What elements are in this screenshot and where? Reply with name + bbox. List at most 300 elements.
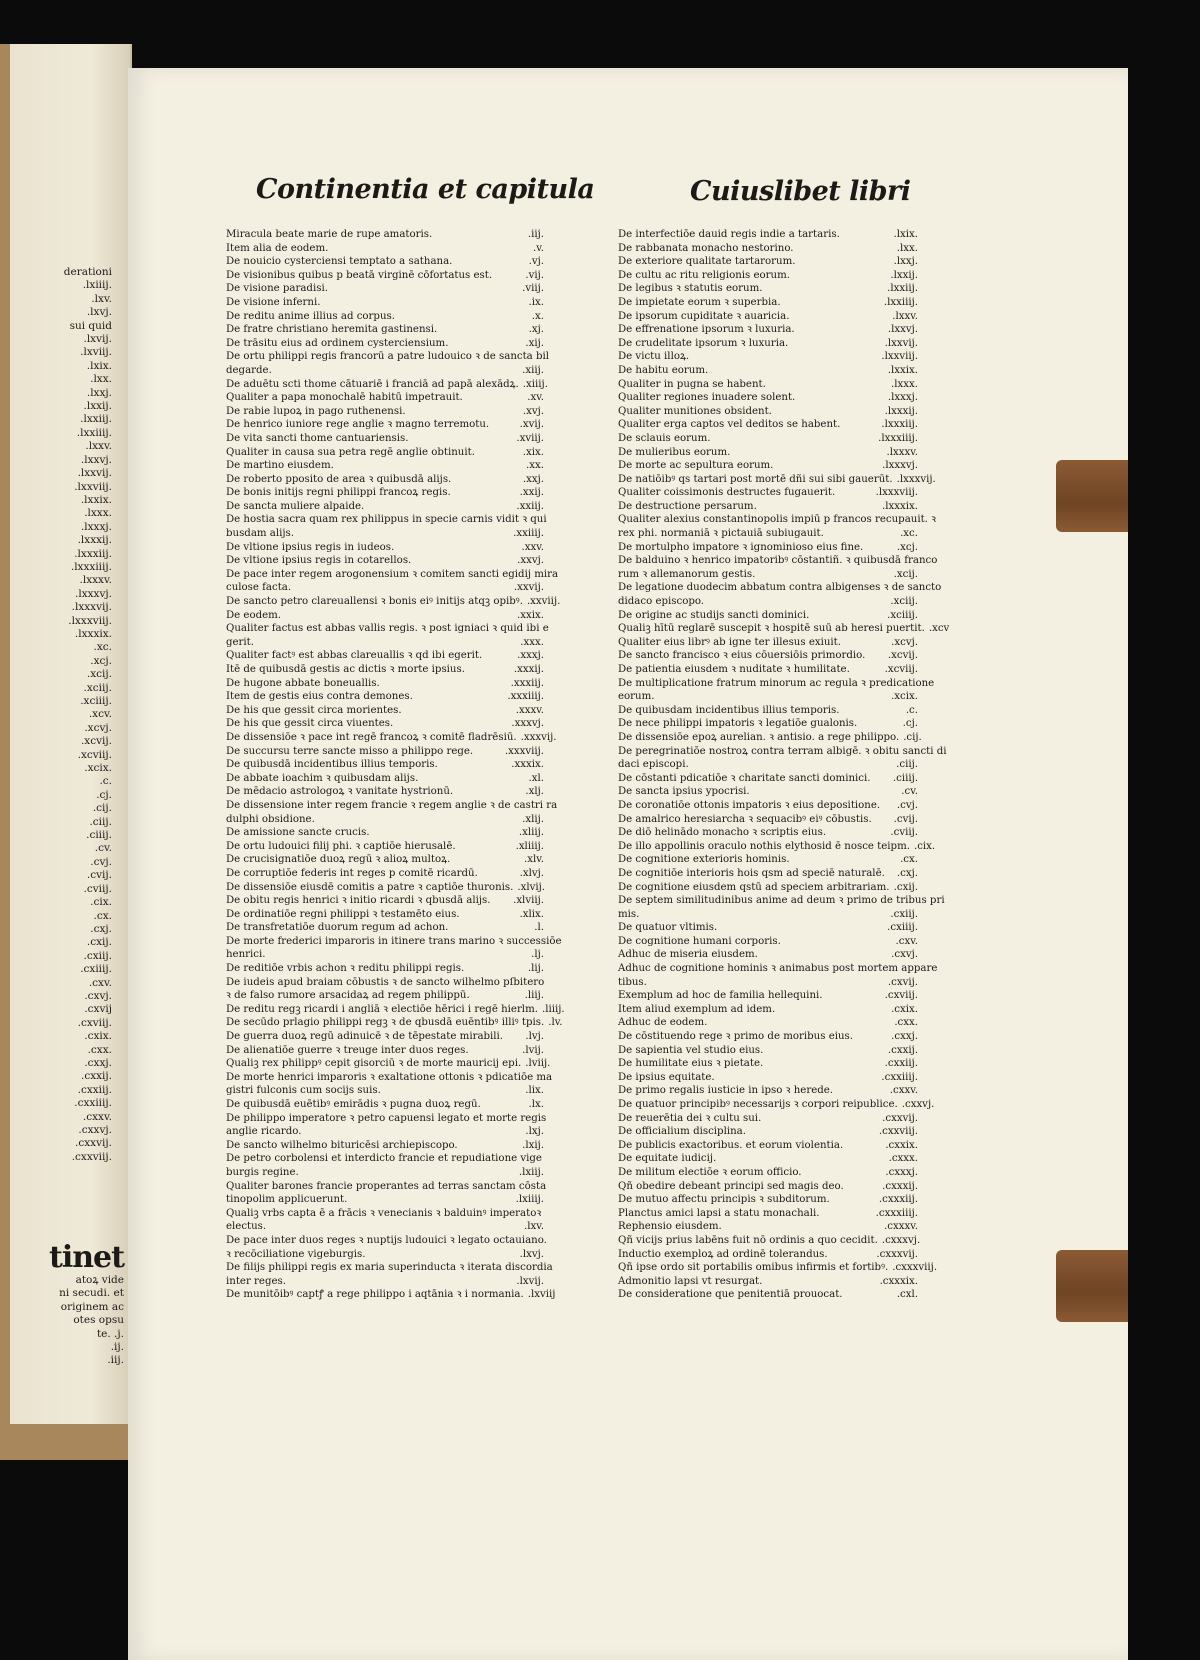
chapter-title: De mulieribus eorum.	[618, 446, 731, 458]
chapter-folio: .xciiij.	[887, 609, 918, 621]
chapter-entry	[618, 269, 918, 283]
chapter-title: De dissensione inter regem francie ꝛ regem anglie ꝛ de castri ra	[226, 799, 558, 811]
left-page-line: .lxxx.	[84, 507, 112, 520]
chapter-entry	[618, 459, 918, 473]
chapter-entry	[226, 853, 544, 867]
chapter-folio: .lix.	[525, 1085, 544, 1097]
chapter-entry	[226, 513, 547, 527]
chapter-title: De morte henrici imparoris ꝛ exaltatione ottonis ꝛ pdicatiōe ma	[226, 1071, 553, 1083]
chapter-folio: .iij.	[527, 229, 544, 240]
chapter-folio: .cxj.	[896, 867, 918, 879]
left-page-line: .lxxvij.	[77, 467, 112, 480]
chapter-folio: .xxiij.	[516, 500, 544, 512]
chapter-entry	[226, 323, 544, 337]
chapter-title: Planctus amici lapsi a statu monachali.	[618, 1207, 820, 1219]
chapter-title: De secūdo prlagio philippi regꝫ ꝛ de qbusdā euēntibꝰ illiꝰ tpis.	[226, 1017, 545, 1029]
chapter-entry	[226, 826, 544, 840]
chapter-folio	[542, 1152, 546, 1166]
left-page-line: .cxxviij.	[71, 1150, 112, 1163]
chapter-title: De roberto pposito de area ꝛ quibusdā alijs.	[226, 473, 452, 485]
chapter-entry	[618, 568, 918, 582]
left-page-line: sui quid	[69, 319, 112, 332]
chapter-folio: .xcj.	[896, 541, 918, 553]
chapter-entry	[618, 758, 918, 772]
chapter-title: De amalrico heresiarcha ꝛ sequacibꝰ eiꝰ cōbustis.	[618, 813, 872, 825]
chapter-folio: .lxxiiij.	[883, 296, 918, 308]
chapter-folio: .xij.	[525, 337, 544, 349]
chapter-title: Adhuc de miseria eiusdem.	[618, 949, 758, 961]
chapter-entry	[226, 1125, 544, 1139]
left-page-line: .xcvij.	[80, 735, 112, 748]
chapter-title: De iudeis apud braiam cōbustis ꝛ de sancto wilhelmo pſbitero	[226, 976, 545, 988]
chapter-folio: .lxxj.	[893, 256, 918, 268]
chapter-folio: .c.	[905, 704, 918, 716]
chapter-title: De quibusdā incidentibus illius temporis.	[226, 759, 438, 771]
chapter-title: rum ꝛ allemanorum gestis.	[618, 568, 756, 580]
chapter-folio: .lxxv.	[892, 310, 918, 322]
left-page-line: .cxxv.	[82, 1110, 112, 1123]
left-page-line: .cxvj.	[84, 989, 112, 1002]
chapter-title: De fratre christiano heremita gastinensi.	[226, 324, 438, 336]
chapter-folio: .cxxix.	[885, 1139, 918, 1151]
chapter-folio	[558, 568, 562, 582]
chapter-title: gerit.	[226, 636, 255, 648]
chapter-title: De henrico iuniore rege anglie ꝛ magno terremotu.	[226, 419, 490, 431]
chapter-folio: .xcviij.	[884, 664, 918, 675]
chapter-entry	[618, 976, 918, 990]
chapter-entry	[226, 1016, 563, 1030]
chapter-folio: .cij.	[903, 731, 922, 743]
book-cover-bottom	[0, 1424, 130, 1460]
chapter-entry	[618, 636, 918, 650]
chapter-title: ꝛ de falso rumore arsacidaꝝ ad regem philippū.	[226, 990, 470, 1002]
chapter-entry	[226, 962, 544, 976]
chapter-entry	[618, 541, 918, 555]
chapter-entry	[226, 609, 544, 623]
chapter-folio: .cxxviij.	[878, 1126, 918, 1138]
chapter-folio: .xxvij.	[513, 582, 544, 594]
left-page-line: .cxvij	[84, 1003, 112, 1016]
chapter-title: Qualiter erga captos vel deditos se habent.	[618, 419, 841, 431]
chapter-title: De cōstituendo rege ꝛ primo de moribus eius.	[618, 1031, 854, 1043]
chapter-folio: .lxvij.	[516, 1275, 544, 1287]
left-page-line: .lxxxiij.	[74, 547, 112, 560]
chapter-entry	[226, 486, 544, 500]
chapter-folio: .xxxvij.	[520, 731, 557, 743]
chapter-title: De sancta ipsius ypocrisi.	[618, 786, 750, 798]
chapter-title: De cognitione eiusdem qstū ad speciem arbitrariam.	[618, 881, 890, 893]
chapter-folio: .lxxxviij.	[875, 487, 918, 499]
left-page-line: .lxvij.	[83, 333, 112, 346]
chapter-title: De vltione ipsius regis in cotarellos.	[226, 555, 412, 567]
chapter-folio: .xlviij.	[513, 895, 544, 907]
page-title-left: Continentia et capitula	[256, 174, 595, 205]
left-page-line: .cxxiij.	[77, 1083, 112, 1096]
chapter-folio: .xc.	[900, 528, 918, 540]
facing-page-left	[0, 44, 132, 1424]
chapter-title: De nouicio cysterciensi temptato a sathana.	[226, 256, 453, 268]
chapter-title: De reuerētia dei ꝛ cultu sui.	[618, 1112, 762, 1124]
chapter-entry	[618, 323, 918, 337]
chapter-folio: .lxij.	[522, 1139, 544, 1151]
chapter-entry	[618, 486, 918, 500]
chapter-folio: .cxxxj.	[885, 1166, 918, 1178]
chapter-entry	[618, 446, 918, 460]
chapter-folio	[937, 962, 941, 976]
left-page-line: .cxv.	[88, 976, 112, 989]
chapter-title: De cultu ac ritu religionis eorum.	[618, 269, 790, 281]
chapter-entry	[226, 595, 561, 609]
chapter-title: Inductio exemploꝝ ad ordinē tolerandus.	[618, 1248, 828, 1260]
chapter-title: De cognitione humani corporis.	[618, 935, 781, 947]
chapter-entry	[226, 1152, 544, 1166]
chapter-entry	[618, 649, 918, 663]
left-page-line: .lxxiij.	[80, 413, 112, 426]
chapter-title: De effrenatione ipsorum ꝛ luxuria.	[618, 324, 795, 336]
chapter-entry	[618, 921, 918, 935]
chapter-title: Miracula beate marie de rupe amatoris.	[226, 229, 433, 240]
chapter-title: De guerra duoꝝ regū adinuicē ꝛ de tēpestate mirabili.	[226, 1031, 504, 1043]
chapter-title: De legatione duodecim abbatum contra albigenses ꝛ de sancto	[618, 582, 942, 594]
left-page-line: .lxxj.	[86, 386, 112, 399]
chapter-entry	[226, 1057, 551, 1071]
chapter-folio: .cj.	[902, 718, 918, 730]
chapter-title: De militum electiōe ꝛ eorum officio.	[618, 1166, 802, 1178]
chapter-entry	[226, 418, 544, 432]
chapter-entry	[618, 432, 918, 446]
chapter-folio: .vj.	[528, 256, 544, 268]
chapter-title: Adhuc de eodem.	[618, 1017, 708, 1029]
chapter-list-right-column	[618, 228, 950, 1302]
chapter-folio: .xl.	[528, 772, 544, 784]
chapter-entry	[618, 704, 918, 718]
chapter-entry	[226, 677, 544, 691]
chapter-folio: .lxj.	[525, 1126, 544, 1138]
chapter-title: De destructione persarum.	[618, 500, 757, 512]
chapter-folio: .lxxij.	[890, 269, 918, 281]
chapter-title: De vita sancti thome cantuariensis.	[226, 432, 409, 444]
chapter-entry	[618, 881, 918, 895]
chapter-title: De abbate ioachim ꝛ quibusdam alijs.	[226, 772, 419, 784]
chapter-folio: .lv.	[548, 1017, 563, 1029]
left-page-line: derationi	[63, 266, 112, 278]
chapter-title: De dissensiōe eiusdē comitis a patre ꝛ captiōe thuronis.	[226, 881, 514, 893]
chapter-title: De quatuor principibꝰ necessarijs ꝛ corpori reipublice.	[618, 1099, 898, 1110]
chapter-title: De habitu eorum.	[618, 364, 709, 376]
left-page-line: originem ac	[60, 1300, 124, 1313]
left-page-line: .xcv.	[88, 708, 112, 721]
left-page-line: te. .j.	[96, 1327, 124, 1340]
chapter-entry	[226, 1112, 547, 1126]
chapter-entry	[226, 1180, 547, 1194]
chapter-entry	[226, 228, 544, 242]
chapter-title: De pace inter regem arogonensium ꝛ comitem sancti egidij mira	[226, 568, 559, 580]
chapter-entry	[618, 282, 918, 296]
chapter-title: De his que gessit circa viuentes.	[226, 718, 394, 730]
chapter-entry	[226, 310, 544, 324]
left-page-line: .xcviij.	[77, 748, 112, 761]
chapter-entry	[226, 840, 544, 854]
chapter-folio: .x.	[531, 310, 544, 322]
chapter-entry	[618, 853, 918, 867]
chapter-folio: .xxx.	[520, 636, 544, 648]
chapter-entry	[618, 255, 918, 269]
chapter-entry	[226, 622, 549, 636]
chapter-title: De origine ac studijs sancti dominici.	[618, 609, 810, 621]
chapter-folio: .lxvj.	[519, 1248, 544, 1260]
chapter-folio: .lxxix.	[887, 364, 918, 376]
chapter-folio: .cxxij.	[887, 1044, 918, 1056]
chapter-folio: .xxxv.	[515, 704, 544, 716]
chapter-folio	[549, 622, 553, 636]
chapter-entry	[618, 1098, 935, 1112]
chapter-folio: .cvij.	[893, 813, 918, 825]
page-title-right: Cuiuslibet libri	[690, 176, 911, 207]
chapter-title: Admonitio lapsi vt resurgat.	[618, 1275, 763, 1287]
chapter-entry	[618, 717, 918, 731]
chapter-folio: .cxv.	[895, 935, 918, 947]
chapter-entry	[226, 296, 544, 310]
chapter-title: De interfectiōe dauid regis indie a tartaris.	[618, 229, 840, 240]
chapter-folio: .cxviij.	[884, 990, 918, 1002]
chapter-folio: .lij.	[527, 963, 544, 975]
chapter-title: tinopolim applicuerunt.	[226, 1194, 348, 1206]
chapter-entry	[226, 717, 544, 731]
chapter-title: De morte frederici imparoris in itinere trans marino ꝛ successiōe	[226, 935, 562, 947]
chapter-title: De vltione ipsius regis in iudeos.	[226, 541, 395, 553]
chapter-entry	[618, 513, 936, 527]
chapter-entry	[618, 1044, 918, 1058]
chapter-folio: .xlij.	[522, 813, 544, 825]
chapter-folio: .xlj.	[525, 786, 544, 798]
chapter-folio: .cxxxvj.	[881, 1234, 921, 1246]
chapter-entry	[618, 1112, 918, 1126]
left-page-line: .cj.	[96, 788, 112, 801]
chapter-title: De hugone abbate boneuallis.	[226, 677, 380, 689]
left-page-line: .c.	[99, 775, 112, 788]
chapter-entry	[618, 364, 918, 378]
chapter-title: Qualiꝫ hītū reglarē suscepit ꝛ hospitē suū ab heresi puertit.	[618, 623, 925, 635]
chapter-title: daci episcopi.	[618, 759, 689, 771]
chapter-folio: .xliiij.	[515, 840, 544, 852]
chapter-title: De pace inter duos reges ꝛ nuptijs ludouici ꝛ legato octauiano.	[226, 1234, 547, 1246]
chapter-title: Qñ ipse ordo sit portabilis omibus infirmis et fortibꝰ.	[618, 1262, 889, 1274]
chapter-folio: .xxix.	[517, 609, 544, 621]
chapter-entry	[226, 1234, 547, 1248]
chapter-entry	[226, 785, 544, 799]
chapter-title: Qualiter coissimonis destructes fugauerit.	[618, 487, 836, 499]
chapter-entry	[618, 785, 918, 799]
left-page-line: .xcj.	[90, 654, 112, 667]
chapter-title: eorum.	[618, 691, 655, 703]
chapter-title: De ordinatiōe regni philippi ꝛ testamēto eius.	[226, 908, 460, 920]
chapter-folio: .cxvij.	[887, 976, 918, 988]
chapter-folio: .cxxxiij.	[878, 1194, 918, 1206]
chapter-folio: .cxxxix.	[879, 1275, 918, 1287]
chapter-folio: .lviij.	[525, 1058, 551, 1070]
chapter-entry	[226, 581, 544, 595]
left-page-line: .lxxxviij.	[68, 614, 112, 627]
chapter-folio: .cxiiij.	[887, 922, 918, 934]
chapter-title: Item aliud exemplum ad idem.	[618, 1003, 776, 1015]
left-page-line: .lxvj.	[86, 306, 112, 319]
chapter-title: De humilitate eius ꝛ pietate.	[618, 1058, 764, 1070]
chapter-entry	[618, 663, 918, 677]
chapter-entry	[226, 1098, 544, 1112]
left-page-line: .ij.	[110, 1341, 124, 1354]
left-page-heading: tinet	[48, 1240, 124, 1275]
chapter-folio	[934, 677, 938, 691]
chapter-title: De ortu philippi regis francorū a patre ludouico ꝛ de sancta bil	[226, 351, 550, 363]
left-page-line: .cxxvij.	[75, 1137, 112, 1150]
left-page-line: ni secudi. et	[59, 1287, 124, 1300]
chapter-title: De sclauis eorum.	[618, 432, 711, 444]
chapter-folio: .cxij.	[893, 881, 918, 893]
chapter-title: De alienatiōe guerre ꝛ treuge inter duos reges.	[226, 1044, 469, 1056]
chapter-folio	[947, 745, 951, 759]
chapter-entry	[226, 772, 544, 786]
left-page-line: .lxxxvij.	[71, 601, 112, 614]
chapter-entry	[226, 364, 544, 378]
chapter-folio: .cxxiiij.	[881, 1071, 918, 1083]
chapter-entry	[226, 663, 544, 677]
chapter-folio: .xxv.	[521, 541, 544, 553]
chapter-entry	[618, 378, 918, 392]
chapter-folio: .xxxj.	[517, 650, 544, 662]
left-page-line: .xciij.	[83, 681, 112, 694]
chapter-title: De quibusdā euētibꝰ emirādis ꝛ pugna duoꝝ regū.	[226, 1099, 481, 1110]
chapter-title: didaco episcopo.	[618, 596, 705, 608]
chapter-title: Exemplum ad hoc de familia hellequini.	[618, 990, 823, 1002]
chapter-title: De reditiōe vrbis achon ꝛ reditu philippi regis.	[226, 963, 465, 975]
chapter-title: rex phi. normaniā ꝛ pictauiā subiugauit.	[618, 528, 824, 540]
chapter-folio: .lxxxvj.	[882, 460, 918, 472]
chapter-folio: .ciiij.	[892, 772, 918, 784]
chapter-folio: .lxxxvij.	[896, 473, 936, 485]
chapter-folio: .liiij.	[541, 1003, 565, 1015]
chapter-title: De succursu terre sancte misso a philippo rege.	[226, 745, 474, 757]
chapter-folio: .xv.	[527, 392, 544, 404]
left-page-line: .cxx.	[87, 1043, 112, 1056]
chapter-folio: .xcij.	[893, 568, 918, 580]
chapter-entry	[618, 799, 918, 813]
chapter-entry	[618, 554, 938, 568]
chapter-title: Item alia de eodem.	[226, 242, 329, 254]
chapter-entry	[226, 948, 544, 962]
chapter-folio: .lxxxv.	[886, 446, 918, 458]
chapter-title: De peregrinatiōe nostroꝝ contra terram albigē. ꝛ obitu sancti di	[618, 745, 947, 757]
chapter-title: De impietate eorum ꝛ superbia.	[618, 296, 781, 308]
chapter-title: De patientia eiusdem ꝛ nuditate ꝛ humilitate.	[618, 664, 850, 675]
chapter-title: De sancta muliere alpaide.	[226, 500, 365, 512]
chapter-entry	[618, 609, 918, 623]
chapter-folio	[546, 1112, 550, 1126]
left-page-line: .lxxxix.	[74, 627, 112, 640]
chapter-folio: .xxxij.	[513, 664, 544, 675]
chapter-title: De rabie lupoꝝ in pago ruthenensi.	[226, 405, 406, 417]
left-page-line: .cv.	[94, 842, 112, 855]
left-page-tail-text	[24, 1274, 124, 1368]
chapter-title: De mutuo affectu principis ꝛ subditorum.	[618, 1194, 830, 1206]
chapter-entry	[618, 418, 918, 432]
chapter-entry	[618, 1166, 918, 1180]
chapter-folio: .liij.	[524, 990, 544, 1002]
chapter-title: De reditu regꝫ ricardi i angliā ꝛ electiōe hērici i regē hierlm.	[226, 1003, 538, 1015]
chapter-folio: .cxxxvij.	[876, 1248, 918, 1260]
chapter-folio: .xliij.	[518, 827, 544, 839]
chapter-title: De crucisignatiōe duoꝝ regū ꝛ alioꝝ multoꝝ.	[226, 854, 451, 866]
chapter-entry	[226, 867, 544, 881]
chapter-title: De eodem.	[226, 609, 282, 621]
chapter-entry	[226, 1207, 544, 1221]
chapter-title: De dissensiōe ꝛ pace int regē francoꝝ ꝛ comitē fladrēsiū.	[226, 731, 517, 743]
left-page-line: .cxix.	[84, 1030, 112, 1043]
chapter-title: Qualiꝫ vrbs capta ē a frācis ꝛ venecianis ꝛ balduinꝰ imperatoꝛ	[226, 1207, 542, 1219]
chapter-title: De obitu regis henrici ꝛ initio ricardi ꝛ qbusdā alijs.	[226, 895, 491, 907]
chapter-title: Qualiꝫ rex philippꝰ cepit gisorciū ꝛ de morte mauricij epi.	[226, 1058, 522, 1070]
chapter-title: degarde.	[226, 364, 272, 376]
chapter-title: Qualiter munitiones obsident.	[618, 405, 772, 417]
chapter-folio: .lxiiij.	[515, 1194, 544, 1206]
chapter-folio: .cxxvj.	[901, 1099, 935, 1110]
chapter-folio: .lxxxiij.	[881, 419, 918, 431]
chapter-entry	[618, 228, 918, 242]
chapter-entry	[618, 1139, 918, 1153]
chapter-folio: .lxxxiiij.	[878, 432, 918, 444]
leather-clasp-upper	[1056, 460, 1128, 532]
chapter-folio: .lj.	[531, 949, 544, 961]
chapter-title: De bonis initijs regni philippi francoꝝ regis.	[226, 487, 451, 499]
chapter-title: De multiplicatione fratrum minorum ac regula ꝛ predicatione	[618, 677, 935, 689]
left-page-line: .lxxvj.	[80, 453, 112, 466]
chapter-entry	[618, 1071, 918, 1085]
chapter-title: De victu illoꝝ.	[618, 351, 690, 363]
chapter-entry	[618, 1057, 918, 1071]
chapter-folio: .xcvij.	[887, 650, 918, 662]
chapter-folio	[553, 1261, 557, 1275]
chapter-folio: .lx.	[528, 1099, 544, 1110]
chapter-folio: .cix.	[913, 840, 936, 852]
chapter-entry	[618, 473, 936, 487]
chapter-title: De legibus ꝛ statutis eorum.	[618, 283, 763, 295]
left-page-line: .lxxxvj.	[75, 587, 112, 600]
chapter-entry	[226, 758, 544, 772]
chapter-folio: .cxxj.	[891, 1031, 918, 1043]
chapter-entry	[226, 554, 544, 568]
chapter-entry	[226, 881, 544, 895]
chapter-entry	[226, 432, 544, 446]
chapter-title: De diō helinādo monacho ꝛ scriptis eius.	[618, 827, 827, 839]
chapter-folio: .ciij.	[896, 759, 918, 771]
chapter-title: De transfretatiōe duorum regum ad achon.	[226, 922, 449, 934]
left-page-line: otes opsu	[73, 1314, 124, 1327]
chapter-title: De morte ac sepultura eorum.	[618, 460, 774, 472]
chapter-title: De mortulpho impatore ꝛ ignominioso eius fine.	[618, 541, 864, 553]
chapter-folio: .cxl.	[896, 1289, 918, 1301]
chapter-entry	[226, 1275, 544, 1289]
chapter-entry	[618, 677, 935, 691]
chapter-folio: .xxj.	[522, 473, 544, 485]
chapter-entry	[226, 350, 550, 364]
chapter-title: Qualiter eius librꝰ ab igne ter illesus exiuit.	[618, 636, 842, 648]
chapter-title: De aduētu scti thome cātuariē i franciā ad papā alexādꝝ.	[226, 378, 519, 390]
left-page-line: .cxij.	[86, 936, 112, 949]
chapter-entry	[618, 813, 918, 827]
chapter-entry	[226, 935, 562, 949]
chapter-folio: .lxxxj.	[887, 392, 918, 404]
chapter-folio: .cxxx.	[888, 1153, 918, 1165]
chapter-folio: .viij.	[522, 283, 544, 295]
